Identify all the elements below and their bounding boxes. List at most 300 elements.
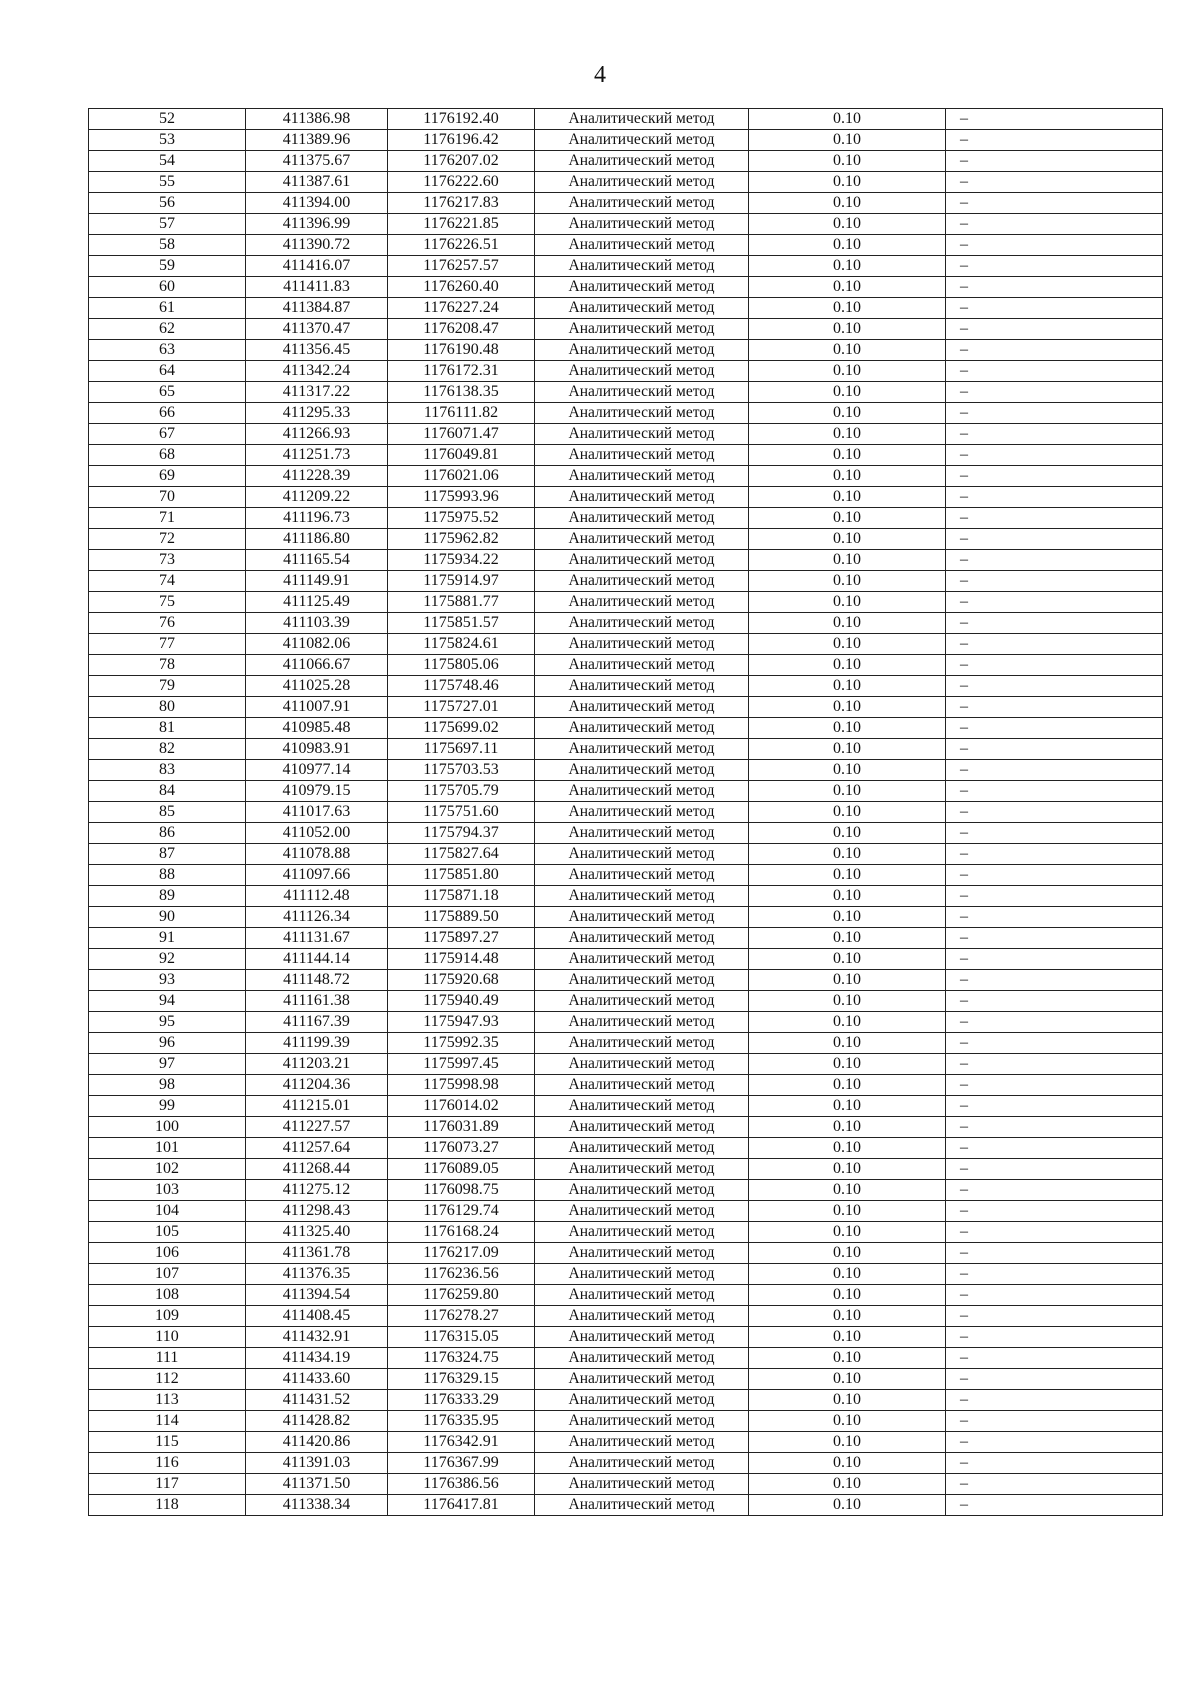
method-cell: Аналитический метод	[535, 403, 749, 424]
point-number-cell: 63	[89, 340, 246, 361]
note-cell: –	[946, 991, 1163, 1012]
point-number-cell: 95	[89, 1012, 246, 1033]
table-row	[89, 907, 1163, 928]
point-number-cell: 71	[89, 508, 246, 529]
error-cell: 0.10	[749, 1012, 946, 1033]
y-coordinate-cell: 1175751.60	[388, 802, 535, 823]
table-row	[89, 1243, 1163, 1264]
point-number-cell: 80	[89, 697, 246, 718]
y-coordinate-cell: 1176315.05	[388, 1327, 535, 1348]
note-cell: –	[946, 1222, 1163, 1243]
note-cell: –	[946, 571, 1163, 592]
note-cell: –	[946, 1138, 1163, 1159]
note-cell: –	[946, 970, 1163, 991]
note-cell: –	[946, 697, 1163, 718]
y-coordinate-cell: 1176217.09	[388, 1243, 535, 1264]
x-coordinate-cell: 411052.00	[246, 823, 388, 844]
note-cell: –	[946, 1264, 1163, 1285]
x-coordinate-cell: 411186.80	[246, 529, 388, 550]
point-number-cell: 66	[89, 403, 246, 424]
note-cell: –	[946, 760, 1163, 781]
error-cell: 0.10	[749, 1096, 946, 1117]
note-cell: –	[946, 319, 1163, 340]
x-coordinate-cell: 411432.91	[246, 1327, 388, 1348]
point-number-cell: 94	[89, 991, 246, 1012]
table-row	[89, 130, 1163, 151]
error-cell: 0.10	[749, 655, 946, 676]
method-cell: Аналитический метод	[535, 277, 749, 298]
error-cell: 0.10	[749, 991, 946, 1012]
y-coordinate-cell: 1175824.61	[388, 634, 535, 655]
x-coordinate-cell: 411209.22	[246, 487, 388, 508]
error-cell: 0.10	[749, 487, 946, 508]
method-cell: Аналитический метод	[535, 1495, 749, 1516]
point-number-cell: 85	[89, 802, 246, 823]
y-coordinate-cell: 1176168.24	[388, 1222, 535, 1243]
x-coordinate-cell: 411325.40	[246, 1222, 388, 1243]
note-cell: –	[946, 130, 1163, 151]
y-coordinate-cell: 1176196.42	[388, 130, 535, 151]
table-row	[89, 1495, 1163, 1516]
y-coordinate-cell: 1176172.31	[388, 361, 535, 382]
y-coordinate-cell: 1175914.97	[388, 571, 535, 592]
note-cell: –	[946, 382, 1163, 403]
point-number-cell: 88	[89, 865, 246, 886]
table-row	[89, 214, 1163, 235]
y-coordinate-cell: 1176236.56	[388, 1264, 535, 1285]
x-coordinate-cell: 411416.07	[246, 256, 388, 277]
point-number-cell: 72	[89, 529, 246, 550]
note-cell: –	[946, 1012, 1163, 1033]
point-number-cell: 65	[89, 382, 246, 403]
error-cell: 0.10	[749, 256, 946, 277]
method-cell: Аналитический метод	[535, 529, 749, 550]
point-number-cell: 52	[89, 109, 246, 130]
note-cell: –	[946, 109, 1163, 130]
x-coordinate-cell: 411017.63	[246, 802, 388, 823]
y-coordinate-cell: 1175962.82	[388, 529, 535, 550]
point-number-cell: 107	[89, 1264, 246, 1285]
y-coordinate-cell: 1176208.47	[388, 319, 535, 340]
table-row	[89, 1327, 1163, 1348]
table-row	[89, 1390, 1163, 1411]
x-coordinate-cell: 411228.39	[246, 466, 388, 487]
table-row	[89, 1159, 1163, 1180]
method-cell: Аналитический метод	[535, 718, 749, 739]
point-number-cell: 64	[89, 361, 246, 382]
point-number-cell: 93	[89, 970, 246, 991]
note-cell: –	[946, 193, 1163, 214]
error-cell: 0.10	[749, 1054, 946, 1075]
note-cell: –	[946, 445, 1163, 466]
point-number-cell: 70	[89, 487, 246, 508]
x-coordinate-cell: 411391.03	[246, 1453, 388, 1474]
table-row	[89, 949, 1163, 970]
note-cell: –	[946, 823, 1163, 844]
x-coordinate-cell: 411215.01	[246, 1096, 388, 1117]
x-coordinate-cell: 411112.48	[246, 886, 388, 907]
error-cell: 0.10	[749, 193, 946, 214]
point-number-cell: 96	[89, 1033, 246, 1054]
y-coordinate-cell: 1175748.46	[388, 676, 535, 697]
table-row	[89, 277, 1163, 298]
point-number-cell: 59	[89, 256, 246, 277]
point-number-cell: 105	[89, 1222, 246, 1243]
note-cell: –	[946, 1201, 1163, 1222]
point-number-cell: 108	[89, 1285, 246, 1306]
method-cell: Аналитический метод	[535, 1432, 749, 1453]
table-row	[89, 445, 1163, 466]
x-coordinate-cell: 410979.15	[246, 781, 388, 802]
x-coordinate-cell: 411167.39	[246, 1012, 388, 1033]
note-cell: –	[946, 1033, 1163, 1054]
point-number-cell: 78	[89, 655, 246, 676]
x-coordinate-cell: 411161.38	[246, 991, 388, 1012]
x-coordinate-cell: 411361.78	[246, 1243, 388, 1264]
error-cell: 0.10	[749, 1327, 946, 1348]
method-cell: Аналитический метод	[535, 1096, 749, 1117]
table-row	[89, 1264, 1163, 1285]
method-cell: Аналитический метод	[535, 361, 749, 382]
error-cell: 0.10	[749, 634, 946, 655]
method-cell: Аналитический метод	[535, 802, 749, 823]
table-row	[89, 319, 1163, 340]
error-cell: 0.10	[749, 1222, 946, 1243]
point-number-cell: 56	[89, 193, 246, 214]
error-cell: 0.10	[749, 550, 946, 571]
table-row	[89, 739, 1163, 760]
note-cell: –	[946, 1495, 1163, 1516]
x-coordinate-cell: 411199.39	[246, 1033, 388, 1054]
note-cell: –	[946, 802, 1163, 823]
x-coordinate-cell: 411148.72	[246, 970, 388, 991]
error-cell: 0.10	[749, 130, 946, 151]
error-cell: 0.10	[749, 151, 946, 172]
note-cell: –	[946, 361, 1163, 382]
point-number-cell: 112	[89, 1369, 246, 1390]
point-number-cell: 89	[89, 886, 246, 907]
table-row	[89, 298, 1163, 319]
point-number-cell: 76	[89, 613, 246, 634]
error-cell: 0.10	[749, 508, 946, 529]
table-row	[89, 424, 1163, 445]
error-cell: 0.10	[749, 466, 946, 487]
method-cell: Аналитический метод	[535, 907, 749, 928]
method-cell: Аналитический метод	[535, 214, 749, 235]
x-coordinate-cell: 411433.60	[246, 1369, 388, 1390]
x-coordinate-cell: 411082.06	[246, 634, 388, 655]
point-number-cell: 110	[89, 1327, 246, 1348]
point-number-cell: 92	[89, 949, 246, 970]
error-cell: 0.10	[749, 424, 946, 445]
table-row	[89, 1453, 1163, 1474]
method-cell: Аналитический метод	[535, 1222, 749, 1243]
method-cell: Аналитический метод	[535, 1327, 749, 1348]
note-cell: –	[946, 1348, 1163, 1369]
error-cell: 0.10	[749, 865, 946, 886]
point-number-cell: 104	[89, 1201, 246, 1222]
method-cell: Аналитический метод	[535, 697, 749, 718]
note-cell: –	[946, 256, 1163, 277]
point-number-cell: 99	[89, 1096, 246, 1117]
method-cell: Аналитический метод	[535, 256, 749, 277]
error-cell: 0.10	[749, 1474, 946, 1495]
point-number-cell: 69	[89, 466, 246, 487]
method-cell: Аналитический метод	[535, 193, 749, 214]
table-row	[89, 1033, 1163, 1054]
table-row	[89, 1348, 1163, 1369]
table-row	[89, 1180, 1163, 1201]
table-row	[89, 781, 1163, 802]
y-coordinate-cell: 1176129.74	[388, 1201, 535, 1222]
y-coordinate-cell: 1176257.57	[388, 256, 535, 277]
x-coordinate-cell: 411144.14	[246, 949, 388, 970]
point-number-cell: 75	[89, 592, 246, 613]
point-number-cell: 77	[89, 634, 246, 655]
table-row	[89, 487, 1163, 508]
table-row	[89, 592, 1163, 613]
method-cell: Аналитический метод	[535, 1054, 749, 1075]
note-cell: –	[946, 151, 1163, 172]
x-coordinate-cell: 411298.43	[246, 1201, 388, 1222]
y-coordinate-cell: 1175881.77	[388, 592, 535, 613]
point-number-cell: 61	[89, 298, 246, 319]
point-number-cell: 111	[89, 1348, 246, 1369]
y-coordinate-cell: 1176192.40	[388, 109, 535, 130]
table-row	[89, 1138, 1163, 1159]
method-cell: Аналитический метод	[535, 424, 749, 445]
point-number-cell: 116	[89, 1453, 246, 1474]
y-coordinate-cell: 1175897.27	[388, 928, 535, 949]
x-coordinate-cell: 411338.34	[246, 1495, 388, 1516]
table-row	[89, 844, 1163, 865]
note-cell: –	[946, 1411, 1163, 1432]
x-coordinate-cell: 411394.00	[246, 193, 388, 214]
y-coordinate-cell: 1175889.50	[388, 907, 535, 928]
error-cell: 0.10	[749, 928, 946, 949]
y-coordinate-cell: 1175993.96	[388, 487, 535, 508]
note-cell: –	[946, 1306, 1163, 1327]
x-coordinate-cell: 411390.72	[246, 235, 388, 256]
error-cell: 0.10	[749, 697, 946, 718]
y-coordinate-cell: 1176207.02	[388, 151, 535, 172]
page-number: 4	[594, 62, 606, 88]
table-row	[89, 928, 1163, 949]
method-cell: Аналитический метод	[535, 487, 749, 508]
y-coordinate-cell: 1176138.35	[388, 382, 535, 403]
x-coordinate-cell: 411342.24	[246, 361, 388, 382]
note-cell: –	[946, 340, 1163, 361]
note-cell: –	[946, 886, 1163, 907]
note-cell: –	[946, 949, 1163, 970]
note-cell: –	[946, 844, 1163, 865]
note-cell: –	[946, 1453, 1163, 1474]
point-number-cell: 87	[89, 844, 246, 865]
error-cell: 0.10	[749, 319, 946, 340]
point-number-cell: 114	[89, 1411, 246, 1432]
error-cell: 0.10	[749, 718, 946, 739]
error-cell: 0.10	[749, 739, 946, 760]
x-coordinate-cell: 411356.45	[246, 340, 388, 361]
error-cell: 0.10	[749, 1243, 946, 1264]
x-coordinate-cell: 410977.14	[246, 760, 388, 781]
method-cell: Аналитический метод	[535, 319, 749, 340]
error-cell: 0.10	[749, 1159, 946, 1180]
method-cell: Аналитический метод	[535, 655, 749, 676]
error-cell: 0.10	[749, 676, 946, 697]
y-coordinate-cell: 1175794.37	[388, 823, 535, 844]
y-coordinate-cell: 1175992.35	[388, 1033, 535, 1054]
table-row	[89, 760, 1163, 781]
table-row	[89, 382, 1163, 403]
note-cell: –	[946, 550, 1163, 571]
method-cell: Аналитический метод	[535, 130, 749, 151]
point-number-cell: 54	[89, 151, 246, 172]
note-cell: –	[946, 1474, 1163, 1495]
method-cell: Аналитический метод	[535, 571, 749, 592]
error-cell: 0.10	[749, 970, 946, 991]
y-coordinate-cell: 1176089.05	[388, 1159, 535, 1180]
error-cell: 0.10	[749, 571, 946, 592]
method-cell: Аналитический метод	[535, 109, 749, 130]
coordinates-table-body	[89, 109, 1163, 1516]
point-number-cell: 68	[89, 445, 246, 466]
note-cell: –	[946, 739, 1163, 760]
x-coordinate-cell: 411149.91	[246, 571, 388, 592]
x-coordinate-cell: 411025.28	[246, 676, 388, 697]
table-row	[89, 361, 1163, 382]
method-cell: Аналитический метод	[535, 1243, 749, 1264]
table-row	[89, 823, 1163, 844]
table-row	[89, 1285, 1163, 1306]
x-coordinate-cell: 411389.96	[246, 130, 388, 151]
error-cell: 0.10	[749, 907, 946, 928]
method-cell: Аналитический метод	[535, 1453, 749, 1474]
note-cell: –	[946, 1054, 1163, 1075]
table-row	[89, 1054, 1163, 1075]
error-cell: 0.10	[749, 1264, 946, 1285]
note-cell: –	[946, 1432, 1163, 1453]
note-cell: –	[946, 277, 1163, 298]
error-cell: 0.10	[749, 214, 946, 235]
error-cell: 0.10	[749, 298, 946, 319]
note-cell: –	[946, 655, 1163, 676]
method-cell: Аналитический метод	[535, 613, 749, 634]
error-cell: 0.10	[749, 1306, 946, 1327]
method-cell: Аналитический метод	[535, 1180, 749, 1201]
error-cell: 0.10	[749, 277, 946, 298]
method-cell: Аналитический метод	[535, 928, 749, 949]
method-cell: Аналитический метод	[535, 550, 749, 571]
x-coordinate-cell: 411066.67	[246, 655, 388, 676]
y-coordinate-cell: 1176222.60	[388, 172, 535, 193]
method-cell: Аналитический метод	[535, 1411, 749, 1432]
table-row	[89, 550, 1163, 571]
error-cell: 0.10	[749, 1075, 946, 1096]
x-coordinate-cell: 411428.82	[246, 1411, 388, 1432]
method-cell: Аналитический метод	[535, 844, 749, 865]
x-coordinate-cell: 411295.33	[246, 403, 388, 424]
x-coordinate-cell: 411266.93	[246, 424, 388, 445]
point-number-cell: 118	[89, 1495, 246, 1516]
note-cell: –	[946, 1159, 1163, 1180]
method-cell: Аналитический метод	[535, 1474, 749, 1495]
x-coordinate-cell: 411251.73	[246, 445, 388, 466]
point-number-cell: 117	[89, 1474, 246, 1495]
method-cell: Аналитический метод	[535, 1117, 749, 1138]
method-cell: Аналитический метод	[535, 1264, 749, 1285]
note-cell: –	[946, 1075, 1163, 1096]
table-row	[89, 991, 1163, 1012]
y-coordinate-cell: 1176226.51	[388, 235, 535, 256]
error-cell: 0.10	[749, 1495, 946, 1516]
point-number-cell: 97	[89, 1054, 246, 1075]
point-number-cell: 102	[89, 1159, 246, 1180]
note-cell: –	[946, 1327, 1163, 1348]
table-row	[89, 865, 1163, 886]
error-cell: 0.10	[749, 445, 946, 466]
y-coordinate-cell: 1175851.80	[388, 865, 535, 886]
y-coordinate-cell: 1176278.27	[388, 1306, 535, 1327]
method-cell: Аналитический метод	[535, 823, 749, 844]
y-coordinate-cell: 1175934.22	[388, 550, 535, 571]
error-cell: 0.10	[749, 235, 946, 256]
table-row	[89, 1075, 1163, 1096]
note-cell: –	[946, 592, 1163, 613]
y-coordinate-cell: 1175914.48	[388, 949, 535, 970]
y-coordinate-cell: 1176071.47	[388, 424, 535, 445]
point-number-cell: 82	[89, 739, 246, 760]
x-coordinate-cell: 411387.61	[246, 172, 388, 193]
x-coordinate-cell: 410985.48	[246, 718, 388, 739]
method-cell: Аналитический метод	[535, 1369, 749, 1390]
point-number-cell: 79	[89, 676, 246, 697]
note-cell: –	[946, 634, 1163, 655]
y-coordinate-cell: 1175920.68	[388, 970, 535, 991]
method-cell: Аналитический метод	[535, 172, 749, 193]
table-row	[89, 697, 1163, 718]
x-coordinate-cell: 411257.64	[246, 1138, 388, 1159]
method-cell: Аналитический метод	[535, 1159, 749, 1180]
point-number-cell: 103	[89, 1180, 246, 1201]
method-cell: Аналитический метод	[535, 1138, 749, 1159]
note-cell: –	[946, 1117, 1163, 1138]
method-cell: Аналитический метод	[535, 781, 749, 802]
y-coordinate-cell: 1175940.49	[388, 991, 535, 1012]
error-cell: 0.10	[749, 109, 946, 130]
y-coordinate-cell: 1175727.01	[388, 697, 535, 718]
method-cell: Аналитический метод	[535, 508, 749, 529]
table-row	[89, 151, 1163, 172]
x-coordinate-cell: 411165.54	[246, 550, 388, 571]
point-number-cell: 67	[89, 424, 246, 445]
y-coordinate-cell: 1176111.82	[388, 403, 535, 424]
method-cell: Аналитический метод	[535, 991, 749, 1012]
table-row	[89, 1012, 1163, 1033]
x-coordinate-cell: 411125.49	[246, 592, 388, 613]
table-row	[89, 1474, 1163, 1495]
note-cell: –	[946, 865, 1163, 886]
y-coordinate-cell: 1175699.02	[388, 718, 535, 739]
y-coordinate-cell: 1175697.11	[388, 739, 535, 760]
note-cell: –	[946, 235, 1163, 256]
note-cell: –	[946, 1390, 1163, 1411]
x-coordinate-cell: 411408.45	[246, 1306, 388, 1327]
error-cell: 0.10	[749, 1285, 946, 1306]
x-coordinate-cell: 411227.57	[246, 1117, 388, 1138]
table-row	[89, 613, 1163, 634]
point-number-cell: 106	[89, 1243, 246, 1264]
